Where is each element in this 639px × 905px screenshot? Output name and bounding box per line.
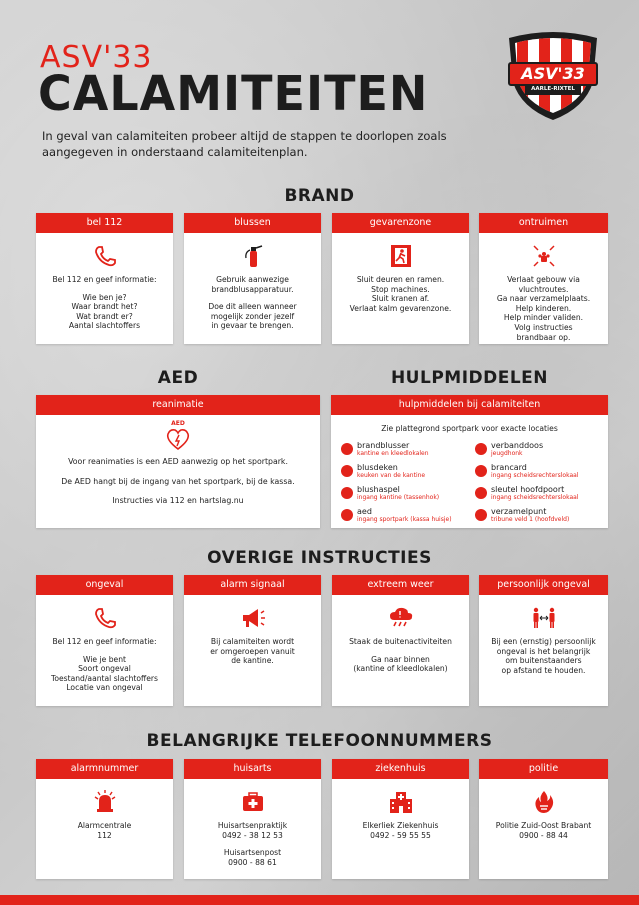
hulpmiddelen-subtitle: Zie plattegrond sportpark voor exacte locaties (381, 424, 558, 433)
emergency-exit-icon (387, 243, 415, 269)
card-line: Bij een (ernstig) persoonlijk (491, 637, 596, 646)
aed-line: De AED hangt bij de ingang van het sportpark, bij de kassa. (61, 476, 295, 486)
fire-blanket-icon (341, 465, 353, 477)
card-hulpmiddelen (331, 395, 608, 528)
intro-text: In geval van calamiteiten probeer altijd de stappen te doorlopen zoals aangegeven in onderstaand calamiteitenplan. (42, 129, 447, 159)
card-line: (kantine of kleedlokalen) (353, 664, 448, 674)
card-header: huisarts (184, 759, 321, 779)
card-line: Bij calamiteiten wordt (210, 637, 295, 646)
item-location: kantine en kleedlokalen (357, 450, 429, 457)
megaphone-icon (239, 605, 267, 631)
first-aid-kit-icon (475, 443, 487, 455)
police-flame-icon (530, 789, 558, 815)
aed-heart-icon (164, 420, 192, 451)
section-title-brand: BRAND (284, 186, 355, 206)
item-location: keuken van de kantine (357, 472, 426, 479)
brand-name: ASV'33 (40, 40, 153, 75)
logo-subtext: AARLE-RIXTEL (531, 86, 575, 92)
aed-line: Instructies via 112 en hartslag.nu (112, 496, 244, 506)
item-location: ingang kantine (tassenhok) (357, 494, 440, 501)
card-line: Bel 112 en geef informatie: (52, 637, 157, 646)
list-item (341, 441, 471, 461)
item-name: aed (357, 507, 372, 516)
item-location: tribune veld 1 (hoofdveld) (491, 516, 570, 523)
card-line: Bel 112 en geef informatie: (52, 275, 157, 284)
card-line: Waar brandt het? (71, 302, 138, 312)
card-line: Help kinderen. (515, 303, 572, 313)
item-name: blusdeken (357, 463, 398, 472)
card-header: bel 112 (36, 213, 173, 233)
aed-icon-label: AED (171, 420, 185, 427)
card-line: om buitenstaanders (505, 656, 582, 666)
card-header: politie (479, 759, 608, 779)
card-line: Aantal slachtoffers (68, 321, 141, 331)
card-line: brandblusapparatuur. (211, 284, 294, 294)
item-location: ingang scheidsrechterslokaal (491, 472, 579, 479)
card-ontruimen (479, 213, 608, 344)
card-header: ongeval (36, 575, 173, 595)
card-header: reanimatie (36, 395, 320, 415)
card-gevarenzone (332, 213, 469, 344)
card-huisarts (184, 759, 321, 879)
item-name: brancard (491, 463, 527, 472)
card-line: Politie Zuid-Oost Brabant (495, 821, 592, 830)
aed-icon (341, 509, 353, 521)
card-header: alarmnummer (36, 759, 173, 779)
item-name: brandblusser (357, 441, 410, 450)
card-line: Wie je bent (82, 654, 126, 664)
card-line: brandbaar op. (516, 332, 571, 342)
card-line: Locatie van ongeval (66, 683, 143, 693)
item-name: sleutel hoofdpoort (491, 485, 565, 494)
fire-extinguisher-icon (341, 443, 353, 455)
section-title-overige: OVERIGE INSTRUCTIES (207, 548, 432, 568)
list-item (475, 441, 605, 461)
stretcher-icon (475, 465, 487, 477)
card-header: hulpmiddelen bij calamiteiten (331, 395, 608, 415)
logo-text: ASV'33 (521, 64, 585, 83)
item-name: verzamelpunt (491, 507, 547, 516)
list-item (475, 463, 605, 483)
card-bel-112 (36, 213, 173, 344)
card-line: ongeval is het belangrijk (496, 646, 591, 656)
card-line: Sluit kranen af. (371, 294, 430, 304)
card-line: Soort ongeval (78, 664, 131, 674)
assembly-point-icon (475, 509, 487, 521)
phone-icon (91, 243, 119, 269)
item-location: ingang scheidsrechterslokaal (491, 494, 579, 501)
card-line: 0900 - 88 61 (228, 857, 277, 867)
card-line: Help minder validen. (503, 313, 584, 323)
list-item (341, 485, 471, 505)
card-line: 0492 - 38 12 53 (222, 830, 283, 840)
card-line: 0492 - 59 55 55 (370, 830, 431, 840)
card-line: Sluit deuren en ramen. (356, 275, 445, 284)
card-ziekenhuis (332, 759, 469, 879)
card-line: Ga naar binnen (371, 654, 430, 664)
card-line: Gebruik aanwezige (216, 275, 289, 284)
card-line: Wie ben je? (82, 292, 127, 302)
card-header: blussen (184, 213, 321, 233)
section-title-aed: AED (157, 368, 199, 388)
list-item (341, 463, 471, 483)
phone-icon (91, 605, 119, 631)
social-distance-icon (530, 605, 558, 631)
hospital-icon (387, 789, 415, 815)
card-politie (479, 759, 608, 879)
storm-icon (387, 605, 415, 631)
section-title-hulpmiddelen: HULPMIDDELEN (390, 368, 549, 388)
card-line: Wat brandt er? (76, 311, 133, 321)
card-line: er omgeroepen vanuit (210, 646, 295, 656)
aed-line: Voor reanimaties is een AED aanwezig op het sportpark. (68, 457, 288, 466)
item-name: blushaspel (357, 485, 400, 494)
card-extreem-weer (332, 575, 469, 706)
card-header: ontruimen (479, 213, 608, 233)
card-alarmnummer (36, 759, 173, 879)
alarm-bell-icon (91, 789, 119, 815)
card-line: mogelijk zonder jezelf (210, 311, 295, 321)
card-line: op afstand te houden. (501, 665, 586, 675)
card-line: vluchtroutes. (518, 284, 569, 294)
card-line: Elkerliek Ziekenhuis (362, 821, 439, 830)
card-header: gevarenzone (332, 213, 469, 233)
card-line: in gevaar te brengen. (211, 321, 294, 331)
card-line: Toestand/aantal slachtoffers (50, 673, 159, 683)
list-item (475, 485, 605, 505)
card-line: Stop machines. (371, 284, 430, 294)
card-persoonlijk-ongeval (479, 575, 608, 706)
card-line: Ga naar verzamelplaats. (496, 294, 591, 304)
card-line: Huisartsenpost (223, 848, 282, 858)
club-logo (503, 30, 603, 122)
card-line: Staak de buitenactiviteiten (349, 637, 452, 646)
card-header: ziekenhuis (332, 759, 469, 779)
item-location: ingang sportpark (kassa huisje) (357, 516, 452, 523)
card-header: alarm signaal (184, 575, 321, 595)
bottom-bar (0, 895, 639, 905)
item-location: jeugdhonk (491, 450, 523, 457)
evacuation-icon (530, 243, 558, 269)
list-item (341, 507, 471, 527)
card-header: extreem weer (332, 575, 469, 595)
card-reanimatie (36, 395, 320, 528)
key-icon (475, 487, 487, 499)
card-line: Verlaat kalm gevarenzone. (349, 303, 452, 313)
card-line: de kantine. (231, 656, 274, 666)
card-line: Verlaat gebouw via (507, 275, 580, 284)
section-title-telefoon: BELANGRIJKE TELEFOONNUMMERS (146, 731, 493, 751)
card-header: persoonlijk ongeval (479, 575, 608, 595)
medical-kit-icon (239, 789, 267, 815)
list-item (475, 507, 605, 527)
card-line: Huisartsenpraktijk (217, 821, 288, 830)
card-alarm-signaal (184, 575, 321, 706)
card-line: 0900 - 88 44 (519, 830, 568, 840)
card-line: Volg instructies (514, 322, 573, 332)
hulpmiddelen-list (341, 441, 605, 531)
fire-hose-icon (341, 487, 353, 499)
card-line: Alarmcentrale (77, 821, 132, 830)
card-line: Doe dit alleen wanneer (208, 302, 297, 312)
page-title: CALAMITEITEN (38, 64, 429, 122)
card-ongeval (36, 575, 173, 706)
card-line: 112 (97, 830, 112, 840)
item-name: verbanddoos (491, 441, 544, 450)
card-blussen (184, 213, 321, 344)
fire-extinguisher-icon (239, 243, 267, 269)
